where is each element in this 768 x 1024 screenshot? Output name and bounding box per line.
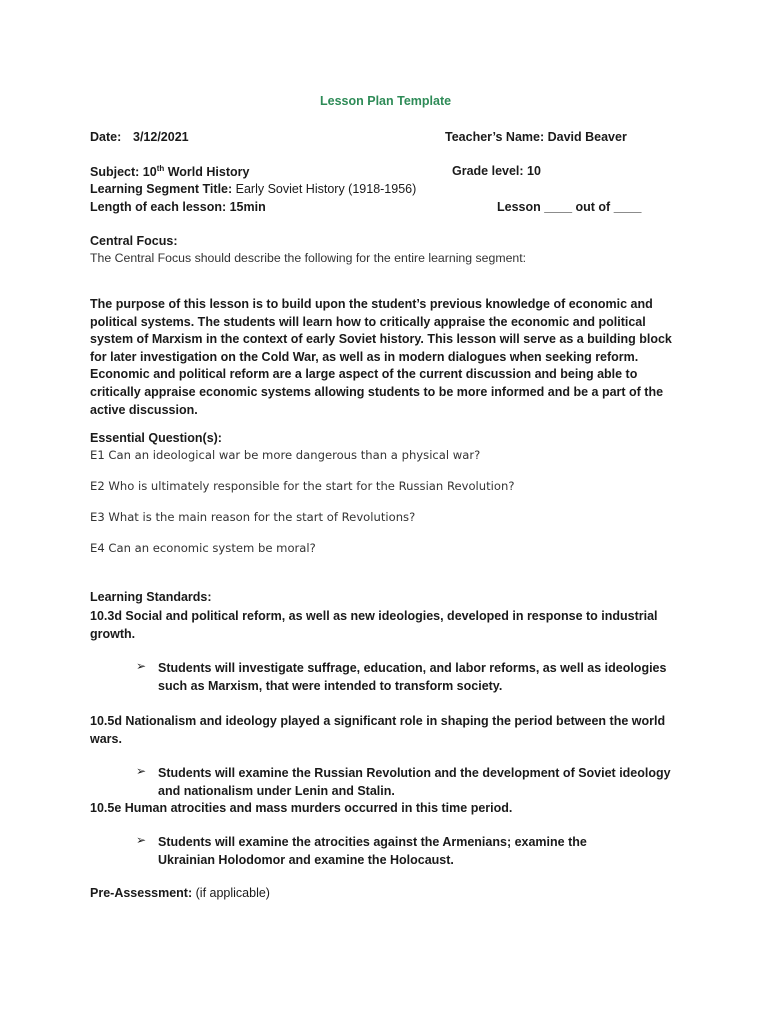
arrowhead-bullet-icon: ➢	[136, 764, 147, 778]
segment-title-line	[90, 182, 416, 196]
learning-standards-heading: Learning Standards:	[90, 590, 212, 604]
document-title: Lesson Plan Template	[320, 94, 452, 108]
segment-value: Early Soviet History (1918-1956)	[235, 182, 417, 196]
standard-10-5e: 10.5e Human atrocities and mass murders occurred in this time period.	[90, 801, 513, 815]
purpose-paragraph: The purpose of this lesson is to build upon the student’s previous knowledge of economic and political systems. The students will learn how to critically appraise the economic and political system of Marxism in the context of early Soviet history. This lesson will serve as a building block for later investigation on the Cold War, as well as in modern dialogues when seeking reform. Economic and political reform are a large aspect of the current discussion and being able to critically appraise economic systems allowing students to be more informed and be a part of the active discussion.	[90, 297, 672, 417]
pre-assessment-line	[90, 886, 270, 900]
date-value: 3/12/2021	[133, 130, 189, 144]
standard-10-3d: 10.3d Social and political reform, as well as new ideologies, developed in response to industrial growth.	[90, 609, 658, 641]
question-e3: E3 What is the main reason for the start of Revolutions?	[90, 510, 416, 524]
lesson-count: Lesson ____ out of ____	[497, 200, 642, 214]
arrowhead-bullet-icon: ➢	[136, 659, 147, 673]
standard-bullet-1: Students will investigate suffrage, education, and labor reforms, as well as ideologies such as Marxism, that were intended to transform society.	[158, 661, 667, 693]
pre-assessment-value: (if applicable)	[195, 886, 270, 900]
central-focus-description: The Central Focus should describe the following for the entire learning segment:	[90, 251, 527, 265]
central-focus-heading: Central Focus:	[90, 234, 178, 248]
essential-questions-heading: Essential Question(s):	[90, 431, 222, 445]
standard-bullet-2: Students will examine the Russian Revolution and the development of Soviet ideology and nationalism under Lenin and Stalin.	[158, 766, 671, 798]
date-label: Date:	[90, 130, 122, 144]
pre-assessment-label: Pre-Assessment:	[90, 886, 193, 900]
question-e4: E4 Can an economic system be moral?	[90, 541, 316, 555]
subject-superscript: th	[156, 164, 165, 173]
subject-line	[90, 164, 249, 179]
grade-level: Grade level: 10	[452, 164, 541, 178]
subject-prefix: Subject: 10	[90, 165, 157, 180]
lesson-length: Length of each lesson: 15min	[90, 200, 266, 214]
standard-bullet-3: Students will examine the atrocities against the Armenians; examine the Ukrainian Holodomor and examine the Holocaust.	[158, 835, 587, 867]
standard-10-5d: 10.5d Nationalism and ideology played a significant role in shaping the period between the world wars.	[90, 714, 666, 746]
question-e1: E1 Can an ideological war be more dangerous than a physical war?	[90, 448, 481, 462]
arrowhead-bullet-icon: ➢	[136, 833, 147, 847]
teacher-name: Teacher’s Name: David Beaver	[445, 130, 627, 144]
question-e2: E2 Who is ultimately responsible for the start for the Russian Revolution?	[90, 479, 515, 493]
segment-label: Learning Segment Title:	[90, 182, 233, 196]
subject-suffix: World History	[164, 165, 250, 180]
